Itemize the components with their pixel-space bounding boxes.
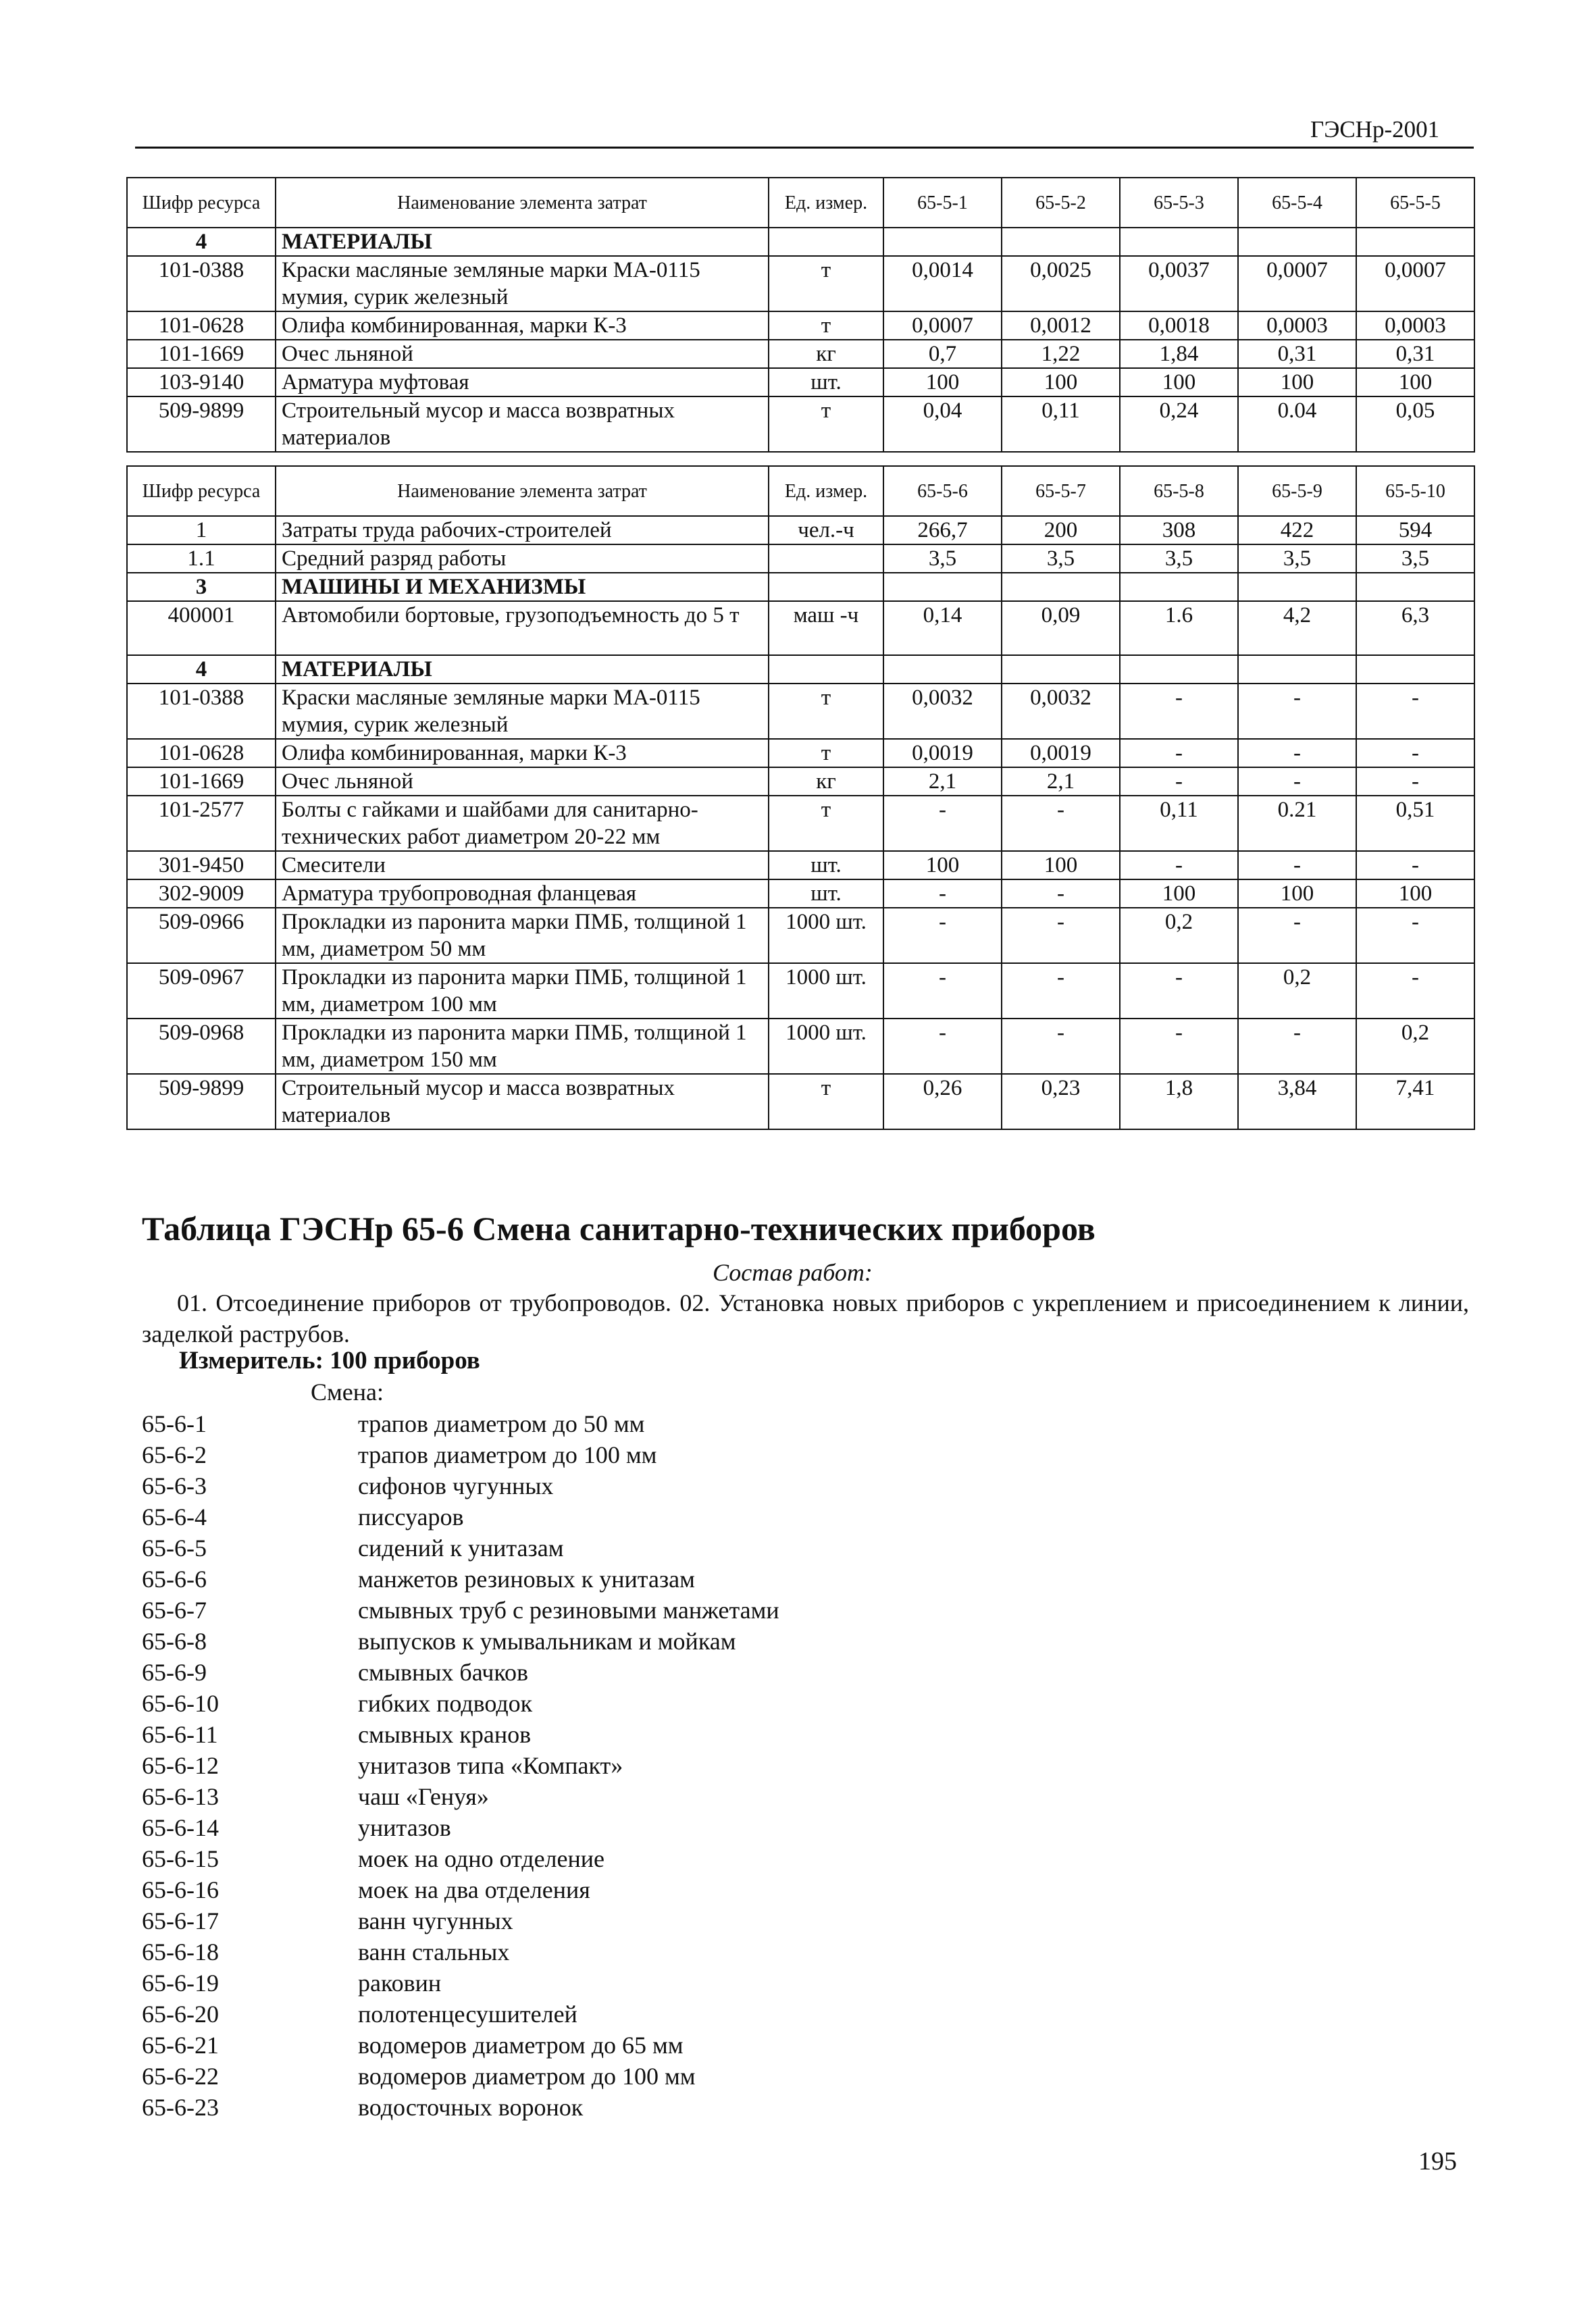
list-item bbox=[142, 2092, 779, 2123]
norm-item-code: 65-6-15 bbox=[142, 1845, 219, 1872]
value-cell: 0,0019 bbox=[883, 739, 1002, 767]
unit-cell: т bbox=[769, 796, 883, 851]
norm-item-code: 65-6-10 bbox=[142, 1690, 219, 1717]
value-cell bbox=[1002, 573, 1120, 601]
value-cell: 0,14 bbox=[883, 601, 1002, 655]
column-header-unit: Ед. измер. bbox=[769, 466, 883, 516]
resource-table-65-5-1-to-5 bbox=[126, 177, 1475, 453]
norm-item-code: 65-6-7 bbox=[142, 1597, 207, 1624]
list-item bbox=[142, 1719, 779, 1750]
table-header-row bbox=[127, 466, 1474, 516]
value-cell: 0,7 bbox=[883, 340, 1002, 368]
measure-value: 100 приборов bbox=[330, 1347, 480, 1374]
value-cell: 2,1 bbox=[883, 767, 1002, 796]
value-cell: 0,11 bbox=[1002, 396, 1120, 452]
unit-cell: т bbox=[769, 739, 883, 767]
resource-code-cell: 509-0968 bbox=[127, 1019, 276, 1074]
unit-cell: т bbox=[769, 256, 883, 311]
value-cell: 0,04 bbox=[883, 396, 1002, 452]
value-cell bbox=[1356, 228, 1474, 256]
value-cell: 4,2 bbox=[1238, 601, 1356, 655]
resource-code-cell: 509-9899 bbox=[127, 396, 276, 452]
value-cell: - bbox=[1238, 1019, 1356, 1074]
unit-cell: т bbox=[769, 684, 883, 739]
list-item bbox=[142, 1874, 779, 1905]
norm-item-code: 65-6-8 bbox=[142, 1628, 207, 1655]
unit-cell: шт. bbox=[769, 851, 883, 879]
norm-item-text: смывных труб с резиновыми манжетами bbox=[358, 1597, 779, 1624]
list-item bbox=[142, 1999, 779, 2030]
unit-cell: 1000 шт. bbox=[769, 963, 883, 1019]
resource-name-cell: Очес льняной bbox=[276, 767, 769, 796]
resource-code-cell: 1 bbox=[127, 516, 276, 544]
value-cell: 0,0018 bbox=[1120, 311, 1238, 340]
norm-item-text: ванн стальных bbox=[358, 1938, 510, 1965]
resource-code-cell: 101-0388 bbox=[127, 684, 276, 739]
value-cell: 0.04 bbox=[1238, 396, 1356, 452]
value-cell bbox=[1120, 573, 1238, 601]
value-cell: 0,31 bbox=[1356, 340, 1474, 368]
column-header-norm: 65-5-5 bbox=[1356, 178, 1474, 228]
norm-item-code: 65-6-18 bbox=[142, 1938, 219, 1965]
value-cell: 3,5 bbox=[1356, 544, 1474, 573]
unit-cell: 1000 шт. bbox=[769, 908, 883, 963]
resource-code-cell: 1.1 bbox=[127, 544, 276, 573]
value-cell: - bbox=[1356, 739, 1474, 767]
value-cell: 3,84 bbox=[1238, 1074, 1356, 1129]
value-cell: 0,31 bbox=[1238, 340, 1356, 368]
unit-cell: шт. bbox=[769, 879, 883, 908]
value-cell: 0,2 bbox=[1356, 1019, 1474, 1074]
value-cell: 100 bbox=[1120, 879, 1238, 908]
norm-item-code: 65-6-21 bbox=[142, 2032, 219, 2059]
norm-item-text: полотенцесушителей bbox=[358, 2001, 577, 2028]
unit-cell: кг bbox=[769, 767, 883, 796]
resource-name-cell: МАШИНЫ И МЕХАНИЗМЫ bbox=[276, 573, 769, 601]
table-row bbox=[127, 908, 1474, 963]
value-cell: - bbox=[1356, 684, 1474, 739]
value-cell: 100 bbox=[1002, 368, 1120, 396]
norm-item-code: 65-6-13 bbox=[142, 1783, 219, 1810]
value-cell: 3,5 bbox=[1238, 544, 1356, 573]
unit-cell: кг bbox=[769, 340, 883, 368]
norm-item-code: 65-6-16 bbox=[142, 1876, 219, 1903]
resource-code-cell: 101-1669 bbox=[127, 767, 276, 796]
column-header-norm: 65-5-4 bbox=[1238, 178, 1356, 228]
norm-item-code: 65-6-12 bbox=[142, 1752, 219, 1779]
table-row bbox=[127, 684, 1474, 739]
table-row bbox=[127, 368, 1474, 396]
value-cell: - bbox=[1002, 963, 1120, 1019]
resource-name-cell: Автомобили бортовые, грузоподъемность до 5 т bbox=[276, 601, 769, 655]
table-row bbox=[127, 767, 1474, 796]
value-cell: 100 bbox=[1356, 368, 1474, 396]
resource-code-cell: 509-9899 bbox=[127, 1074, 276, 1129]
value-cell: - bbox=[1356, 908, 1474, 963]
table-row bbox=[127, 879, 1474, 908]
table-row bbox=[127, 228, 1474, 256]
norm-item-text: унитазов bbox=[358, 1814, 451, 1841]
resource-name-cell: Краски масляные земляные марки МА-0115 мумия, сурик железный bbox=[276, 684, 769, 739]
norm-item-code: 65-6-11 bbox=[142, 1721, 218, 1748]
unit-cell: 1000 шт. bbox=[769, 1019, 883, 1074]
list-item bbox=[142, 1501, 779, 1533]
table-row bbox=[127, 1074, 1474, 1129]
value-cell: - bbox=[1356, 963, 1474, 1019]
value-cell: - bbox=[1238, 739, 1356, 767]
value-cell: 100 bbox=[1002, 851, 1120, 879]
value-cell: - bbox=[1002, 1019, 1120, 1074]
table-row bbox=[127, 311, 1474, 340]
value-cell: 0,05 bbox=[1356, 396, 1474, 452]
resource-name-cell: Строительный мусор и масса возвратных материалов bbox=[276, 396, 769, 452]
value-cell: - bbox=[1356, 851, 1474, 879]
list-item bbox=[142, 1688, 779, 1719]
list-item bbox=[142, 1936, 779, 1968]
value-cell: 0,2 bbox=[1120, 908, 1238, 963]
norm-item-code: 65-6-1 bbox=[142, 1410, 207, 1437]
measure-label: Измеритель: bbox=[179, 1347, 324, 1374]
norm-item-code: 65-6-20 bbox=[142, 2001, 219, 2028]
value-cell: 0,0007 bbox=[1238, 256, 1356, 311]
document-code: ГЭСНр-2001 bbox=[1310, 116, 1440, 143]
resource-name-cell: Прокладки из паронита марки ПМБ, толщиной 1 мм, диаметром 150 мм bbox=[276, 1019, 769, 1074]
column-header-name: Наименование элемента затрат bbox=[276, 178, 769, 228]
section-title: Таблица ГЭСНр 65-6 Смена санитарно-технических приборов bbox=[142, 1210, 1096, 1248]
norm-item-code: 65-6-5 bbox=[142, 1535, 207, 1562]
table-row bbox=[127, 601, 1474, 655]
value-cell: 0,0007 bbox=[1356, 256, 1474, 311]
value-cell: 0,0003 bbox=[1356, 311, 1474, 340]
resource-code-cell: 302-9009 bbox=[127, 879, 276, 908]
column-header-name: Наименование элемента затрат bbox=[276, 466, 769, 516]
value-cell: 100 bbox=[883, 851, 1002, 879]
value-cell: - bbox=[1002, 908, 1120, 963]
value-cell bbox=[1120, 655, 1238, 684]
value-cell bbox=[883, 655, 1002, 684]
list-item bbox=[142, 1781, 779, 1812]
list-item bbox=[142, 1470, 779, 1501]
resource-code-cell: 103-9140 bbox=[127, 368, 276, 396]
column-header-norm: 65-5-10 bbox=[1356, 466, 1474, 516]
norm-item-text: смывных кранов bbox=[358, 1721, 532, 1748]
list-item bbox=[142, 1626, 779, 1657]
table-row bbox=[127, 739, 1474, 767]
value-cell: 100 bbox=[1356, 879, 1474, 908]
table-row bbox=[127, 396, 1474, 452]
norm-item-text: выпусков к умывальникам и мойкам bbox=[358, 1628, 736, 1655]
norm-item-text: сифонов чугунных bbox=[358, 1472, 554, 1499]
table-row bbox=[127, 851, 1474, 879]
resource-code-cell: 101-0628 bbox=[127, 311, 276, 340]
table-row bbox=[127, 796, 1474, 851]
unit-cell: чел.-ч bbox=[769, 516, 883, 544]
norm-item-text: трапов диаметром до 50 мм bbox=[358, 1410, 645, 1437]
column-header-norm: 65-5-9 bbox=[1238, 466, 1356, 516]
table-row bbox=[127, 963, 1474, 1019]
norm-item-code: 65-6-4 bbox=[142, 1503, 207, 1531]
resource-code-cell: 101-0388 bbox=[127, 256, 276, 311]
list-item bbox=[142, 2061, 779, 2092]
unit-cell bbox=[769, 655, 883, 684]
norm-item-text: трапов диаметром до 100 мм bbox=[358, 1441, 657, 1468]
value-cell: 308 bbox=[1120, 516, 1238, 544]
norm-item-text: водосточных воронок bbox=[358, 2094, 584, 2121]
header-rule bbox=[135, 147, 1474, 149]
table-row bbox=[127, 573, 1474, 601]
value-cell: - bbox=[1238, 908, 1356, 963]
resource-name-cell: Болты с гайками и шайбами для санитарно-технических работ диаметром 20-22 мм bbox=[276, 796, 769, 851]
resource-name-cell: Арматура муфтовая bbox=[276, 368, 769, 396]
value-cell: 0,0003 bbox=[1238, 311, 1356, 340]
table-row bbox=[127, 1019, 1474, 1074]
measure-line bbox=[179, 1346, 480, 1375]
norm-item-text: гибких подводок bbox=[358, 1690, 533, 1717]
list-item bbox=[142, 1812, 779, 1843]
value-cell: - bbox=[1120, 767, 1238, 796]
column-header-norm: 65-5-3 bbox=[1120, 178, 1238, 228]
value-cell: 0,11 bbox=[1120, 796, 1238, 851]
value-cell: - bbox=[1002, 879, 1120, 908]
value-cell: 6,3 bbox=[1356, 601, 1474, 655]
value-cell bbox=[1356, 573, 1474, 601]
norm-item-text: водомеров диаметром до 100 мм bbox=[358, 2063, 696, 2090]
norm-item-text: унитазов типа «Компакт» bbox=[358, 1752, 623, 1779]
value-cell: 0,09 bbox=[1002, 601, 1120, 655]
column-header-unit: Ед. измер. bbox=[769, 178, 883, 228]
value-cell: 0,0032 bbox=[1002, 684, 1120, 739]
value-cell: 0,23 bbox=[1002, 1074, 1120, 1129]
value-cell bbox=[883, 228, 1002, 256]
value-cell: 3,5 bbox=[883, 544, 1002, 573]
value-cell: 0,51 bbox=[1356, 796, 1474, 851]
works-composition-label: Состав работ: bbox=[713, 1259, 873, 1286]
value-cell: 100 bbox=[1238, 368, 1356, 396]
unit-cell bbox=[769, 228, 883, 256]
resource-table-65-5-6-to-10 bbox=[126, 465, 1475, 1130]
resource-code-cell: 4 bbox=[127, 655, 276, 684]
resource-name-cell: Прокладки из паронита марки ПМБ, толщиной 1 мм, диаметром 50 мм bbox=[276, 908, 769, 963]
list-item bbox=[142, 1905, 779, 1936]
list-item bbox=[142, 1408, 779, 1439]
resource-name-cell: МАТЕРИАЛЫ bbox=[276, 228, 769, 256]
table-row bbox=[127, 516, 1474, 544]
column-header-norm: 65-5-2 bbox=[1002, 178, 1120, 228]
list-item bbox=[142, 2030, 779, 2061]
value-cell: 200 bbox=[1002, 516, 1120, 544]
value-cell: 100 bbox=[1238, 879, 1356, 908]
unit-cell bbox=[769, 573, 883, 601]
value-cell: 1,8 bbox=[1120, 1074, 1238, 1129]
value-cell bbox=[1356, 655, 1474, 684]
value-cell: 100 bbox=[883, 368, 1002, 396]
norm-item-text: манжетов резиновых к унитазам bbox=[358, 1566, 695, 1593]
change-heading: Смена: bbox=[311, 1379, 384, 1406]
value-cell: 0,0025 bbox=[1002, 256, 1120, 311]
value-cell: - bbox=[1120, 1019, 1238, 1074]
value-cell: - bbox=[1356, 767, 1474, 796]
resource-name-cell: Смесители bbox=[276, 851, 769, 879]
value-cell: 0,2 bbox=[1238, 963, 1356, 1019]
value-cell: - bbox=[1002, 796, 1120, 851]
list-item bbox=[142, 1533, 779, 1564]
resource-name-cell: Средний разряд работы bbox=[276, 544, 769, 573]
norm-item-text: сидений к унитазам bbox=[358, 1535, 564, 1562]
norm-item-code: 65-6-14 bbox=[142, 1814, 219, 1841]
column-header-code: Шифр ресурса bbox=[127, 466, 276, 516]
column-header-norm: 65-5-8 bbox=[1120, 466, 1238, 516]
value-cell bbox=[883, 573, 1002, 601]
value-cell: - bbox=[883, 1019, 1002, 1074]
value-cell bbox=[1238, 573, 1356, 601]
value-cell bbox=[1002, 655, 1120, 684]
value-cell: - bbox=[1120, 963, 1238, 1019]
value-cell: 100 bbox=[1120, 368, 1238, 396]
resource-name-cell: МАТЕРИАЛЫ bbox=[276, 655, 769, 684]
value-cell bbox=[1238, 655, 1356, 684]
resource-code-cell: 101-1669 bbox=[127, 340, 276, 368]
unit-cell: шт. bbox=[769, 368, 883, 396]
norm-item-text: моек на два отделения bbox=[358, 1876, 590, 1903]
resource-name-cell: Олифа комбинированная, марки К-3 bbox=[276, 311, 769, 340]
unit-cell: т bbox=[769, 396, 883, 452]
table-row bbox=[127, 655, 1474, 684]
value-cell: 0,0019 bbox=[1002, 739, 1120, 767]
resource-code-cell: 101-2577 bbox=[127, 796, 276, 851]
value-cell bbox=[1238, 228, 1356, 256]
value-cell: 3,5 bbox=[1120, 544, 1238, 573]
value-cell: 1,84 bbox=[1120, 340, 1238, 368]
norm-item-text: писсуаров bbox=[358, 1503, 464, 1531]
page-number: 195 bbox=[1418, 2147, 1457, 2176]
norm-item-text: раковин bbox=[358, 1970, 442, 1997]
value-cell: - bbox=[1120, 739, 1238, 767]
value-cell: - bbox=[1238, 684, 1356, 739]
value-cell: 1,22 bbox=[1002, 340, 1120, 368]
value-cell: 0,24 bbox=[1120, 396, 1238, 452]
value-cell: 0,0032 bbox=[883, 684, 1002, 739]
norm-item-text: чаш «Генуя» bbox=[358, 1783, 489, 1810]
resource-name-cell: Прокладки из паронита марки ПМБ, толщиной 1 мм, диаметром 100 мм bbox=[276, 963, 769, 1019]
column-header-norm: 65-5-7 bbox=[1002, 466, 1120, 516]
value-cell bbox=[1120, 228, 1238, 256]
unit-cell: маш -ч bbox=[769, 601, 883, 655]
list-item bbox=[142, 1968, 779, 1999]
column-header-code: Шифр ресурса bbox=[127, 178, 276, 228]
value-cell: 266,7 bbox=[883, 516, 1002, 544]
norm-item-code: 65-6-3 bbox=[142, 1472, 207, 1499]
resource-code-cell: 400001 bbox=[127, 601, 276, 655]
resource-name-cell: Затраты труда рабочих-строителей bbox=[276, 516, 769, 544]
norm-item-code: 65-6-17 bbox=[142, 1907, 219, 1934]
works-composition-text: 01. Отсоединение приборов от трубопроводов. 02. Установка новых приборов с укреплением и присоединением к линии, заделкой раструбов. bbox=[142, 1289, 1469, 1347]
value-cell: 7,41 bbox=[1356, 1074, 1474, 1129]
resource-name-cell: Очес льняной bbox=[276, 340, 769, 368]
resource-code-cell: 3 bbox=[127, 573, 276, 601]
value-cell: 0.21 bbox=[1238, 796, 1356, 851]
value-cell: - bbox=[883, 908, 1002, 963]
unit-cell: т bbox=[769, 311, 883, 340]
value-cell: 2,1 bbox=[1002, 767, 1120, 796]
value-cell: 1.6 bbox=[1120, 601, 1238, 655]
value-cell: - bbox=[1238, 851, 1356, 879]
value-cell: 0,0037 bbox=[1120, 256, 1238, 311]
list-item bbox=[142, 1750, 779, 1781]
unit-cell bbox=[769, 544, 883, 573]
resource-name-cell: Олифа комбинированная, марки К-3 bbox=[276, 739, 769, 767]
value-cell: 0,26 bbox=[883, 1074, 1002, 1129]
norm-item-text: водомеров диаметром до 65 мм bbox=[358, 2032, 684, 2059]
column-header-norm: 65-5-6 bbox=[883, 466, 1002, 516]
table-row bbox=[127, 256, 1474, 311]
list-item bbox=[142, 1657, 779, 1688]
norm-item-code: 65-6-22 bbox=[142, 2063, 219, 2090]
resource-code-cell: 101-0628 bbox=[127, 739, 276, 767]
value-cell: 0,0007 bbox=[883, 311, 1002, 340]
resource-name-cell: Краски масляные земляные марки МА-0115 мумия, сурик железный bbox=[276, 256, 769, 311]
norm-item-text: ванн чугунных bbox=[358, 1907, 513, 1934]
norm-item-code: 65-6-9 bbox=[142, 1659, 207, 1686]
value-cell: - bbox=[883, 879, 1002, 908]
value-cell: 422 bbox=[1238, 516, 1356, 544]
value-cell: - bbox=[883, 963, 1002, 1019]
table-row bbox=[127, 340, 1474, 368]
resource-code-cell: 301-9450 bbox=[127, 851, 276, 879]
norm-item-code: 65-6-6 bbox=[142, 1566, 207, 1593]
value-cell: 0,0014 bbox=[883, 256, 1002, 311]
value-cell: - bbox=[883, 796, 1002, 851]
norm-item-text: моек на одно отделение bbox=[358, 1845, 605, 1872]
norm-item-code: 65-6-19 bbox=[142, 1970, 219, 1997]
list-item bbox=[142, 1439, 779, 1470]
resource-code-cell: 509-0967 bbox=[127, 963, 276, 1019]
table-row bbox=[127, 544, 1474, 573]
resource-code-cell: 4 bbox=[127, 228, 276, 256]
value-cell: 594 bbox=[1356, 516, 1474, 544]
resource-name-cell: Строительный мусор и масса возвратных материалов bbox=[276, 1074, 769, 1129]
list-item bbox=[142, 1843, 779, 1874]
value-cell: 3,5 bbox=[1002, 544, 1120, 573]
resource-code-cell: 509-0966 bbox=[127, 908, 276, 963]
norm-item-code: 65-6-23 bbox=[142, 2094, 219, 2121]
column-header-norm: 65-5-1 bbox=[883, 178, 1002, 228]
norm-items-list bbox=[142, 1408, 779, 2123]
value-cell: - bbox=[1120, 684, 1238, 739]
norm-item-code: 65-6-2 bbox=[142, 1441, 207, 1468]
norm-item-text: смывных бачков bbox=[358, 1659, 529, 1686]
value-cell bbox=[1002, 228, 1120, 256]
value-cell: 0,0012 bbox=[1002, 311, 1120, 340]
table-header-row bbox=[127, 178, 1474, 228]
list-item bbox=[142, 1595, 779, 1626]
value-cell: - bbox=[1120, 851, 1238, 879]
list-item bbox=[142, 1564, 779, 1595]
value-cell: - bbox=[1238, 767, 1356, 796]
unit-cell: т bbox=[769, 1074, 883, 1129]
resource-name-cell: Арматура трубопроводная фланцевая bbox=[276, 879, 769, 908]
